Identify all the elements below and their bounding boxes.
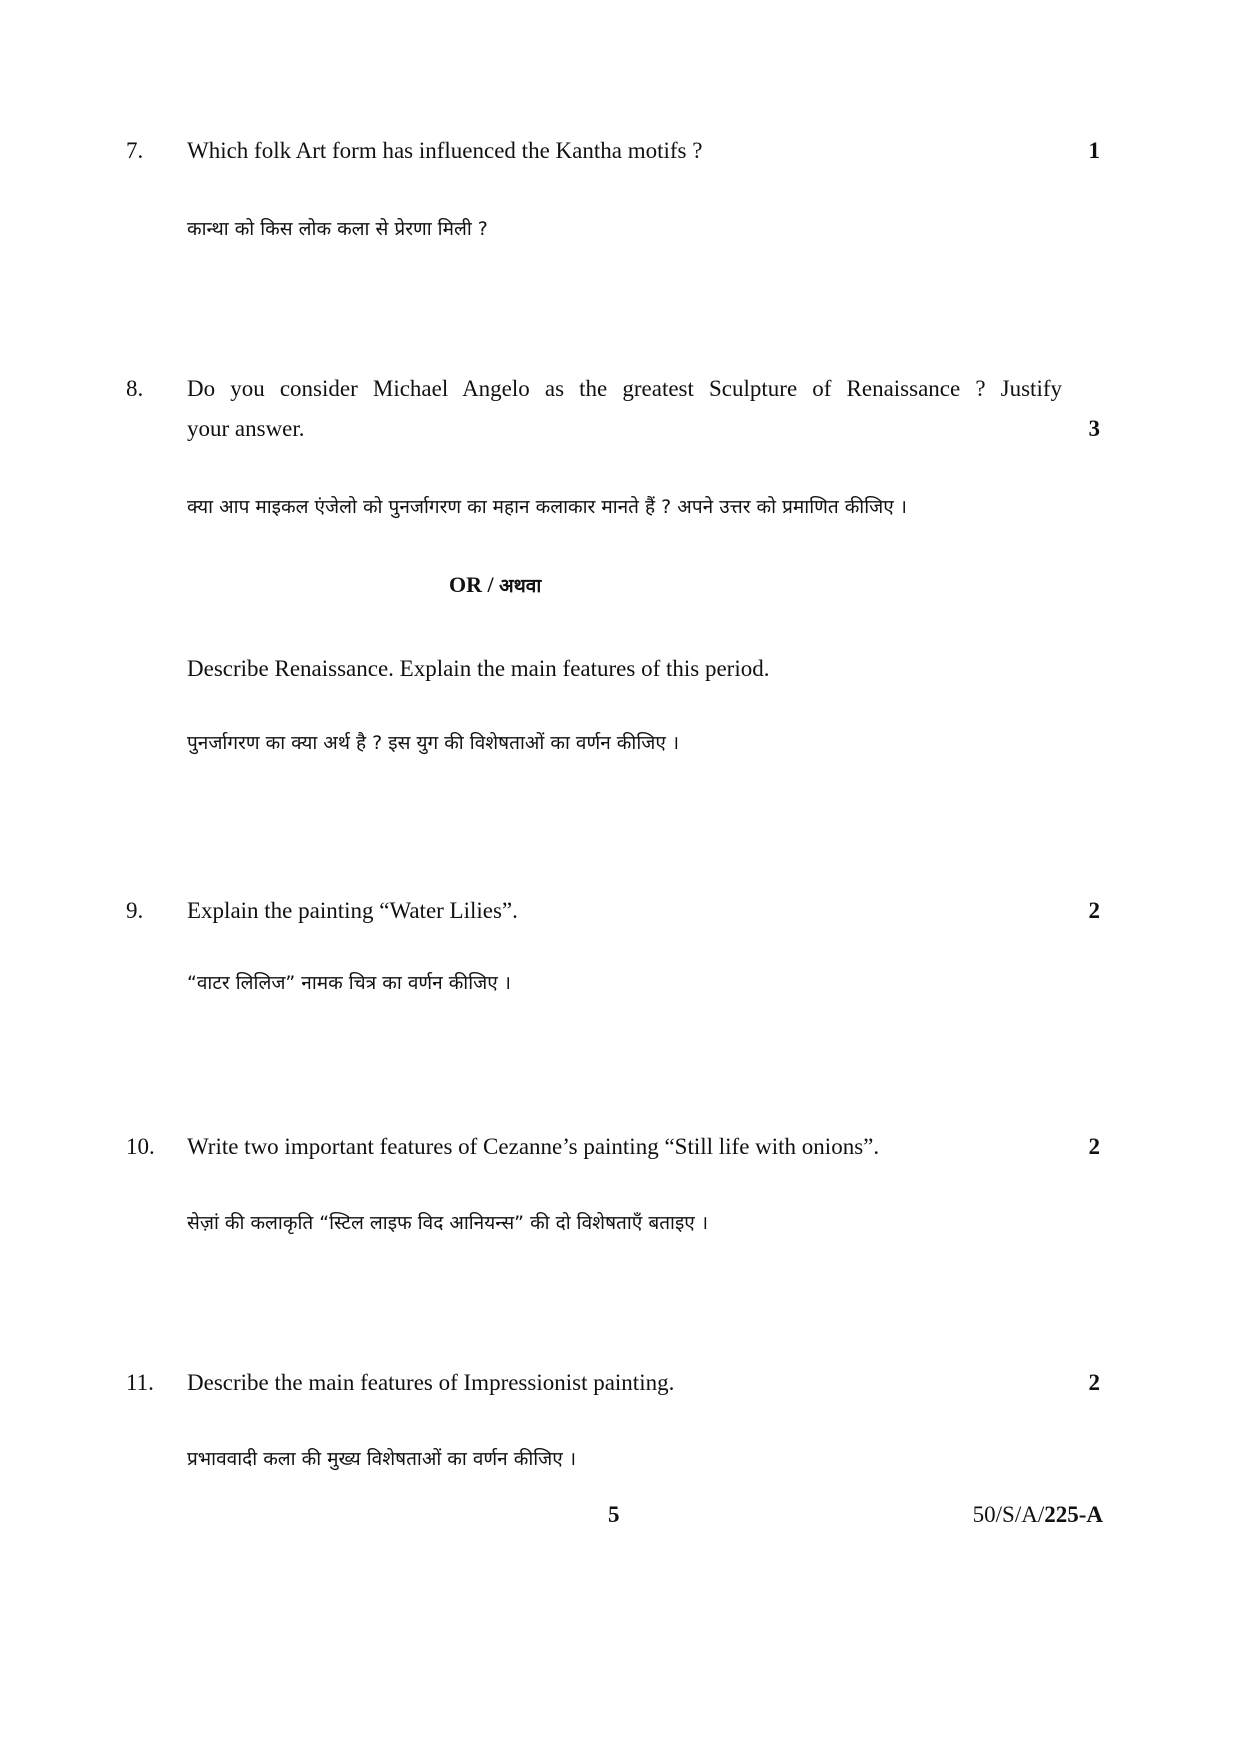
question-marks: 2 <box>1088 1370 1100 1395</box>
paper-code-bold: 225-A <box>1044 1502 1103 1527</box>
question-number: 10. <box>126 1134 155 1159</box>
question-number: 7. <box>126 138 144 163</box>
question-marks: 2 <box>1088 898 1100 923</box>
question-number: 11. <box>126 1370 154 1395</box>
question-text-english-line-2: your answer. <box>187 416 305 441</box>
question-text-hindi: सेज़ां की कलाकृति “स्टिल लाइफ विद आनियन्स” की दो विशेषताएँ बताइए । <box>187 1212 709 1234</box>
question-text-english: Write two important features of Cezanne’s painting “Still life with onions”. <box>187 1134 880 1159</box>
question-text-hindi: “वाटर लिलिज” नामक चित्र का वर्णन कीजिए । <box>187 972 511 994</box>
or-label-hindi: अथवा <box>499 575 542 597</box>
question-number: 8. <box>126 376 144 401</box>
question-text-english: Describe the main features of Impressionist painting. <box>187 1370 675 1395</box>
or-divider <box>449 570 541 601</box>
paper-code <box>973 1500 1103 1530</box>
question-text-hindi: क्या आप माइकल एंजेलो को पुनर्जागरण का महान कलाकार मानते हैं ? अपने उत्तर को प्रमाणित कीजिए । <box>187 496 907 518</box>
question-marks: 3 <box>1088 416 1100 441</box>
question-text-english: Which folk Art form has influenced the Kantha motifs ? <box>187 138 703 163</box>
question-number: 9. <box>126 898 144 923</box>
alternate-question-hindi: पुनर्जागरण का क्या अर्थ है ? इस युग की विशेषताओं का वर्णन कीजिए । <box>187 732 680 754</box>
question-text-hindi: कान्था को किस लोक कला से प्रेरणा मिली ? <box>187 218 488 240</box>
alternate-question-english: Describe Renaissance. Explain the main features of this period. <box>187 656 770 681</box>
paper-code-prefix: 50/S/A/ <box>972 1502 1045 1527</box>
question-marks: 1 <box>1088 138 1100 163</box>
page-number: 5 <box>608 1502 620 1527</box>
question-text-english-line-1: Do you consider Michael Angelo as the greatest Sculpture of Renaissance ? Justify <box>187 376 1062 401</box>
question-marks: 2 <box>1088 1134 1100 1159</box>
question-text-hindi: प्रभाववादी कला की मुख्य विशेषताओं का वर्णन कीजिए । <box>187 1448 577 1470</box>
or-label-english: OR / <box>449 572 494 597</box>
question-text-english: Explain the painting “Water Lilies”. <box>187 898 518 923</box>
